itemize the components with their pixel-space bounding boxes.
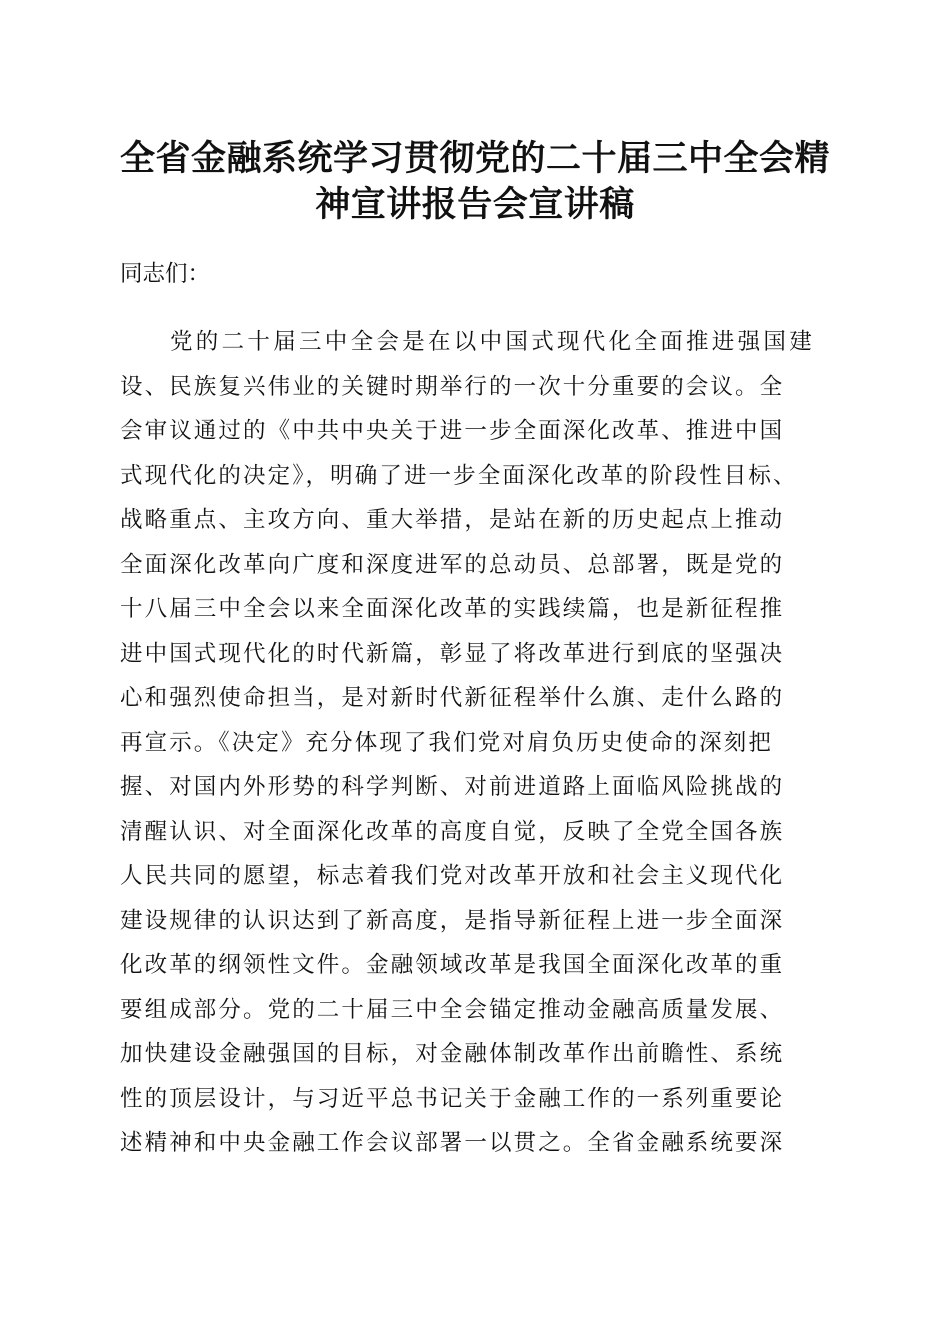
paragraph-line: 化改革的纲领性文件。金融领域改革是我国全面深化改革的重 xyxy=(120,952,785,978)
paragraph-line: 加快建设金融强国的目标，对金融体制改革作出前瞻性、系统 xyxy=(120,1041,785,1067)
paragraph-line: 党的二十届三中全会是在以中国式现代化全面推进强国建 xyxy=(170,329,816,355)
title-line-2: 神宣讲报告会宣讲稿 xyxy=(315,184,635,225)
body-paragraph xyxy=(120,320,840,1166)
paragraph-line: 性的顶层设计，与习近平总书记关于金融工作的一系列重要论 xyxy=(120,1085,785,1112)
paragraph-line: 人民共同的愿望，标志着我们党对改革开放和社会主义现代化 xyxy=(120,863,785,889)
paragraph-line: 清醒认识、对全面深化改革的高度自觉，反映了全党全国各族 xyxy=(120,818,785,845)
paragraph-line: 述精神和中央金融工作会议部署一以贯之。全省金融系统要深 xyxy=(120,1130,785,1156)
greeting: 同志们： xyxy=(120,261,211,287)
paragraph-line: 会审议通过的《中共中央关于进一步全面深化改革、推进中国 xyxy=(120,418,785,444)
paragraph-line: 建设规律的认识达到了新高度，是指导新征程上进一步全面深 xyxy=(120,907,785,934)
paragraph-line: 设、民族复兴伟业的关键时期举行的一次十分重要的会议。全 xyxy=(120,373,785,400)
paragraph-line: 再宣示。《决定》充分体现了我们党对肩负历史使命的深刻把 xyxy=(120,729,773,756)
paragraph-line: 要组成部分。党的二十届三中全会锚定推动金融高质量发展、 xyxy=(120,996,785,1023)
paragraph-line: 战略重点、主攻方向、重大举措，是站在新的历史起点上推动 xyxy=(120,507,785,533)
paragraph-line: 心和强烈使命担当，是对新时代新征程举什么旗、走什么路的 xyxy=(120,685,785,711)
title-line-1: 全省金融系统学习贯彻党的二十届三中全会精 xyxy=(119,138,830,179)
paragraph-line: 握、对国内外形势的科学判断、对前进道路上面临风险挑战的 xyxy=(120,774,785,800)
paragraph-line: 全面深化改革向广度和深度进军的总动员、总部署，既是党的 xyxy=(120,551,785,578)
paragraph-line: 进中国式现代化的时代新篇，彰显了将改革进行到底的坚强决 xyxy=(120,640,785,667)
paragraph-line: 式现代化的决定》，明确了进一步全面深化改革的阶段性目标、 xyxy=(120,462,798,489)
document-title xyxy=(100,136,850,228)
paragraph-line: 十八届三中全会以来全面深化改革的实践续篇，也是新征程推 xyxy=(120,596,785,622)
